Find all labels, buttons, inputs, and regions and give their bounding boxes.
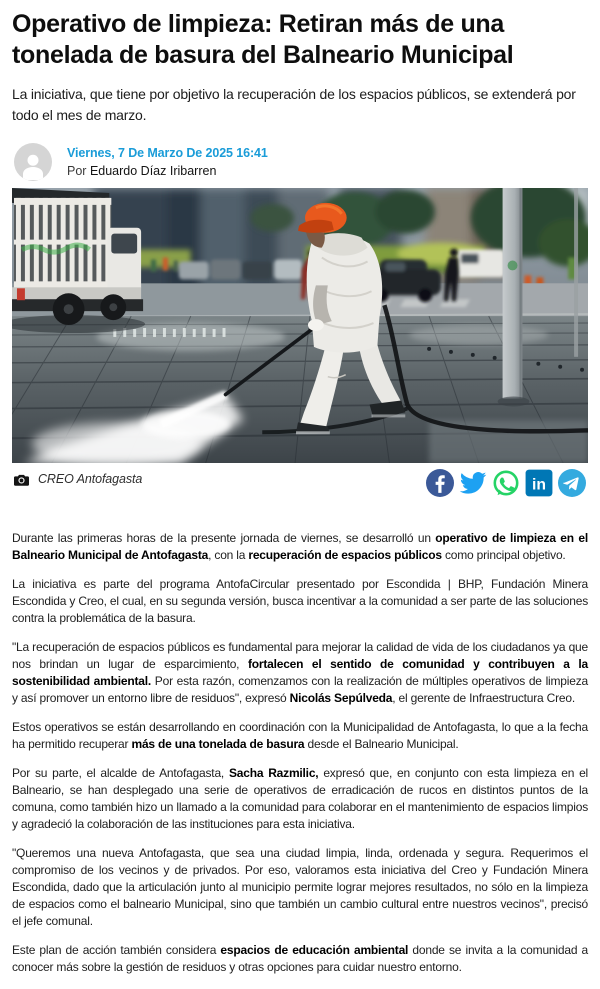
share-telegram-button[interactable]	[558, 469, 586, 497]
article-body	[12, 530, 588, 976]
paragraph: "Queremos una nueva Antofagasta, que sea una ciudad limpia, linda, ordenada y segura. Requerimos el compromiso de los vecinos y de privados. Por eso, valoramos esta iniciativa del Creo y Fundación Minera Escondida, dado que la articulación junto al municipio permite lograr mejores resultados, no sólo en la limpieza de espacios como el balneario Municipal, sino que también un cambio cultural entre nuestros vecinos", precisó el jefe comunal.	[12, 846, 588, 929]
author-name: Eduardo Díaz Iribarren	[89, 164, 217, 178]
telegram-icon	[558, 469, 586, 497]
photo-caption	[14, 472, 142, 486]
paragraph: Este plan de acción también considera espacios de educación ambiental donde se invita a la comunidad a conocer más sobre la gestión de residuos y otras opciones para cuidar nuestro entorno.	[12, 943, 588, 975]
share-twitter-button[interactable]	[459, 469, 487, 497]
whatsapp-icon	[492, 469, 520, 497]
avatar	[14, 143, 52, 181]
share-linkedin-button[interactable]	[525, 469, 553, 497]
article-photo	[12, 188, 588, 463]
article-author	[67, 164, 268, 178]
share-facebook-button[interactable]	[426, 469, 454, 497]
share-bar	[426, 469, 586, 497]
facebook-icon	[426, 469, 454, 497]
article-date: Viernes, 7 De Marzo De 2025 16:41	[67, 146, 268, 160]
paragraph: "La recuperación de espacios públicos es fundamental para mejorar la calidad de vida de los ciudadanos ya que nos brindan un lugar de esparcimiento, fortalecen el sentido de comunidad y contribuyen a la sostenibilidad ambiental. Por esta razón, comenzamos con la realización de múltiples operativos de limpieza y así promover un entorno libre de residuos", expresó Nicolás Sepúlveda, el gerente de Infraestructura Creo.	[12, 640, 588, 706]
paragraph: Durante las primeras horas de la presente jornada de viernes, se desarrolló un operativo de limpieza en el Balneario Municipal de Antofagasta, con la recuperación de espacios públicos como principal objetivo.	[12, 531, 588, 563]
camera-icon	[14, 473, 29, 486]
page-title: Operativo de limpieza: Retiran más de una tonelada de basura del Balneario Municipal	[12, 10, 514, 69]
article-subtitle: La iniciativa, que tiene por objetivo la recuperación de los espacios públicos, se extenderá por todo el mes de marzo.	[12, 86, 576, 123]
linkedin-icon	[525, 469, 553, 497]
byline	[14, 143, 586, 181]
paragraph: Por su parte, el alcalde de Antofagasta, Sacha Razmilic, expresó que, en conjunto con esta limpieza en el Balneario, se han desplegado una serie de operativos de erradicación de rucos en distintos puntos de la comuna, como también hizo un llamado a la comunidad para colaborar en el mantenimiento de espacios limpios y agradeció la colaboración de las instituciones para esta iniciativa.	[12, 766, 589, 832]
share-whatsapp-button[interactable]	[492, 469, 520, 497]
photo-illustration	[12, 188, 588, 463]
paragraph: Estos operativos se están desarrollando en coordinación con la Municipalidad de Antofagasta, lo que a la fecha ha permitido recuperar más de una tonelada de basura desde el Balneario Municipal.	[12, 720, 588, 752]
svg-text:in: in	[532, 476, 546, 494]
paragraph: La iniciativa es parte del programa AntofaCircular presentado por Escondida | BHP, Fundación Minera Escondida y Creo, el cual, en su segunda versión, busca incentivar a la comunidad a ser parte de las soluciones contra la problemática de la basura.	[12, 577, 588, 626]
caption-text: CREO Antofagasta	[38, 472, 143, 487]
caption-row	[12, 463, 588, 497]
twitter-icon	[459, 469, 487, 497]
person-icon	[18, 150, 48, 180]
author-prefix: Por	[67, 164, 87, 178]
article-page	[0, 9, 600, 976]
